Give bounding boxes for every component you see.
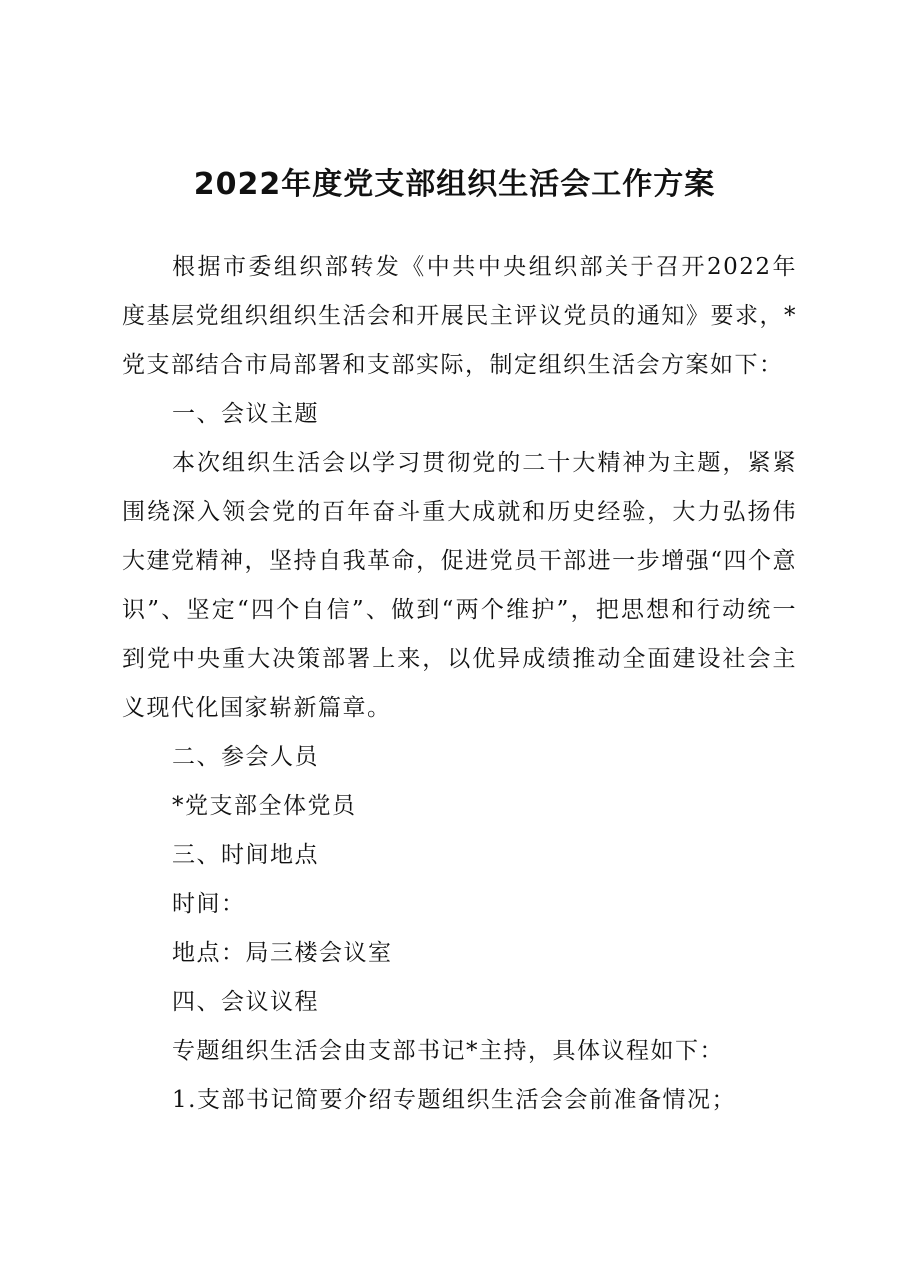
- time-line: 时间：: [172, 891, 246, 917]
- agenda-intro-paragraph: 专题组织生活会由支部书记*主持，具体议程如下：: [172, 1038, 724, 1064]
- theme-paragraph: 本次组织生活会以学习贯彻党的二十大精神为主题，紧紧围绕深入领会党的百年奋斗重大成就和历史经验，大力弘扬伟大建党精神，坚持自我革命，促进党员干部进一步增强“四个意识”、坚定“四个自信”、做到“两个维护”，把思想和行动统一到党中央重大决策部署上来，以优异成绩推动全面建设社会主义现代化国家崭新篇章。: [122, 450, 797, 721]
- section-heading-theme: 一、会议主题: [172, 401, 319, 427]
- section-heading-attendees: 二、参会人员: [172, 744, 319, 770]
- attendees-paragraph: *党支部全体党员: [172, 793, 357, 819]
- document-title: 2022年度党支部组织生活会工作方案: [193, 167, 716, 202]
- section-heading-time-place: 三、时间地点: [172, 842, 319, 868]
- place-line: 地点：局三楼会议室: [172, 940, 393, 966]
- agenda-item: 1.支部书记简要介绍专题组织生活会会前准备情况；: [172, 1087, 736, 1113]
- section-heading-agenda: 四、会议议程: [172, 989, 319, 1015]
- document-body: [122, 243, 797, 1125]
- intro-paragraph: 根据市委组织部转发《中共中央组织部关于召开2022年度基层党组织组织生活会和开展民主评议党员的通知》要求，*党支部结合市局部署和支部实际，制定组织生活会方案如下：: [122, 254, 797, 378]
